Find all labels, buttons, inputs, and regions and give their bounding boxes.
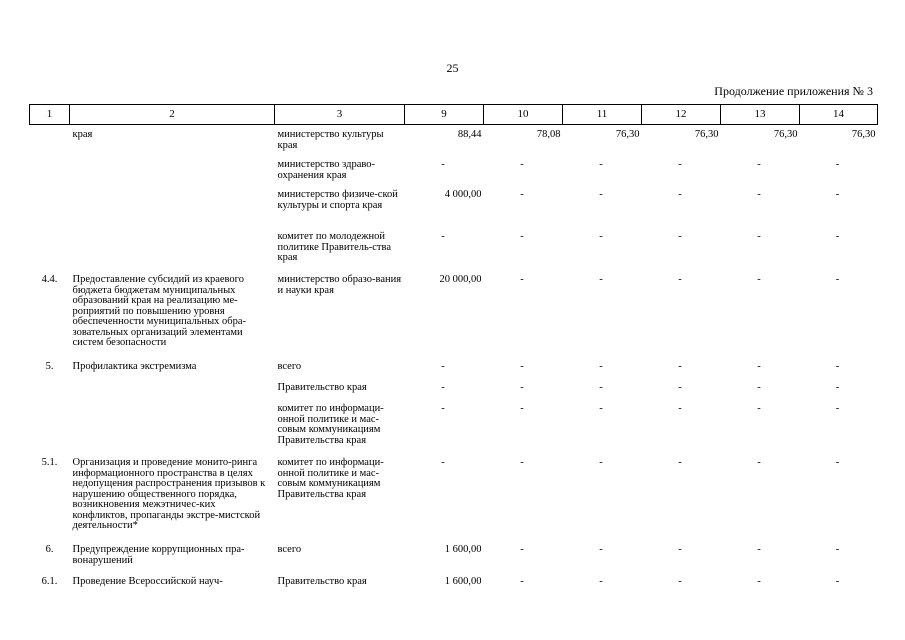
table-row (30, 362, 878, 383)
value-col-11: - (599, 361, 603, 372)
value-col-10: - (520, 457, 524, 468)
value-col-10: - (520, 189, 524, 200)
table-row (30, 383, 878, 404)
value-col-9: - (441, 457, 445, 468)
value-col-9: - (441, 231, 445, 242)
value-col-13: - (757, 544, 761, 555)
value-col-11: - (599, 544, 603, 555)
value-col-12: - (678, 544, 682, 555)
table-row (30, 458, 878, 545)
column-header-9: 9 (405, 105, 484, 125)
executor-name: министерство физиче-ской культуры и спорта края (277, 189, 398, 211)
row-number: 6. (45, 544, 54, 555)
row-number: 6.1. (41, 576, 58, 587)
value-col-10: - (520, 159, 524, 170)
value-col-11: - (599, 159, 603, 170)
executor-name: комитет по молодежной политике Правитель-ства края (277, 231, 391, 263)
table-row (30, 275, 878, 362)
value-col-12: - (678, 382, 682, 393)
value-col-9: - (441, 403, 445, 414)
activity-name: края (72, 129, 93, 140)
value-col-10: - (520, 382, 524, 393)
value-col-12: - (678, 361, 682, 372)
activity-name: Организация и проведение монито-ринга информационного пространства в целях недопущения распространения призывов к нарушению общественного порядка, возникновения межэтничес-ких конфликтов, пропаганды экстре-мистской деятельности* (72, 457, 266, 531)
value-col-11: - (599, 189, 603, 200)
value-col-14: - (835, 544, 840, 555)
column-header-11: 11 (563, 105, 642, 125)
value-col-10: - (520, 544, 524, 555)
row-number (30, 160, 70, 190)
value-col-12: - (678, 159, 682, 170)
executor-name: Правительство края (277, 382, 367, 393)
value-col-13: - (757, 382, 761, 393)
value-col-13: - (757, 361, 761, 372)
value-col-14: - (835, 382, 840, 393)
value-col-9: 4 000,00 (444, 189, 482, 200)
value-col-13: - (757, 231, 761, 242)
value-col-12: - (678, 231, 682, 242)
row-number (30, 404, 70, 458)
value-col-13: - (757, 457, 761, 468)
executor-name: комитет по информаци-онной политике и мас-совым коммуникациям Правительства края (277, 457, 384, 500)
value-col-14: - (835, 361, 840, 372)
value-col-11: - (599, 403, 603, 414)
value-col-10: 78,08 (536, 129, 561, 140)
page-number: 25 (446, 61, 459, 75)
column-header-10: 10 (484, 105, 563, 125)
activity-name (70, 232, 275, 275)
row-number: 5. (45, 361, 54, 372)
table-body (30, 125, 878, 598)
table-row (30, 577, 878, 597)
table-header (30, 105, 878, 125)
executor-name: всего (277, 544, 302, 555)
value-col-11: - (599, 231, 603, 242)
value-col-14: - (835, 159, 840, 170)
activity-name (70, 160, 275, 190)
table-row (30, 190, 878, 232)
value-col-12: 76,30 (694, 129, 719, 140)
value-col-12: - (678, 576, 682, 587)
row-number (30, 232, 70, 275)
value-col-11: - (599, 457, 603, 468)
value-col-14: - (835, 189, 840, 200)
value-col-13: 76,30 (773, 129, 798, 140)
column-header-3: 3 (275, 105, 405, 125)
value-col-11: - (599, 274, 603, 285)
value-col-14: - (835, 576, 840, 587)
activity-name (70, 383, 275, 404)
row-number: 5.1. (41, 457, 58, 468)
value-col-14: - (835, 274, 840, 285)
value-col-14: - (835, 231, 840, 242)
column-number-row (30, 105, 878, 125)
value-col-9: - (441, 361, 445, 372)
executor-name: министерство здраво-охранения края (277, 159, 376, 181)
executor-name: комитет по информаци-онной политике и мас-совым коммуникациям Правительства края (277, 403, 384, 446)
value-col-11: 76,30 (615, 129, 640, 140)
table-row (30, 545, 878, 577)
table-row (30, 130, 878, 160)
table-row (30, 404, 878, 458)
activity-name (70, 404, 275, 458)
value-col-9: 1 600,00 (444, 544, 482, 555)
activity-name: Предоставление субсидий из краевого бюджета бюджетам муниципальных образований края на реализацию ме-роприятий по повышению уровня обеспеченности муниципальных обра-зовательных организаций элементами систем безопасности (72, 274, 247, 348)
value-col-9: - (441, 382, 445, 393)
column-header-2: 2 (70, 105, 275, 125)
activity-name: Профилактика экстремизма (72, 361, 197, 372)
value-col-13: - (757, 159, 761, 170)
value-col-13: - (757, 576, 761, 587)
value-col-13: - (757, 274, 761, 285)
row-number (30, 190, 70, 232)
column-header-13: 13 (721, 105, 800, 125)
value-col-9: 88,44 (457, 129, 482, 140)
column-header-12: 12 (642, 105, 721, 125)
row-number (30, 130, 70, 160)
value-col-10: - (520, 274, 524, 285)
appendix-continuation-label: Продолжение приложения № 3 (714, 84, 873, 98)
value-col-9: - (441, 159, 445, 170)
table-row (30, 232, 878, 275)
value-col-12: - (678, 457, 682, 468)
value-col-11: - (599, 382, 603, 393)
value-col-12: - (678, 189, 682, 200)
executor-name: министерство образо-вания и науки края (277, 274, 402, 296)
executor-name: всего (277, 361, 302, 372)
value-col-13: - (757, 403, 761, 414)
value-col-10: - (520, 231, 524, 242)
executor-name: министерство культуры края (277, 129, 384, 151)
column-header-14: 14 (800, 105, 878, 125)
row-number (30, 383, 70, 404)
activity-name: Предупреждение коррупционных пра-вонарушений (72, 544, 245, 566)
value-col-14: - (835, 457, 840, 468)
activity-name: Проведение Всероссийской науч- (72, 576, 223, 587)
executor-name: Правительство края (277, 576, 367, 587)
value-col-9: 20 000,00 (439, 274, 482, 285)
activity-name (70, 190, 275, 232)
budget-table (29, 104, 878, 597)
value-col-12: - (678, 403, 682, 414)
value-col-13: - (757, 189, 761, 200)
table-row (30, 160, 878, 190)
value-col-11: - (599, 576, 603, 587)
row-number: 4.4. (41, 274, 58, 285)
value-col-12: - (678, 274, 682, 285)
column-header-1: 1 (30, 105, 70, 125)
value-col-10: - (520, 361, 524, 372)
value-col-9: 1 600,00 (444, 576, 482, 587)
value-col-14: - (835, 403, 840, 414)
value-col-10: - (520, 403, 524, 414)
value-col-14: 76,30 (851, 129, 876, 140)
value-col-10: - (520, 576, 524, 587)
